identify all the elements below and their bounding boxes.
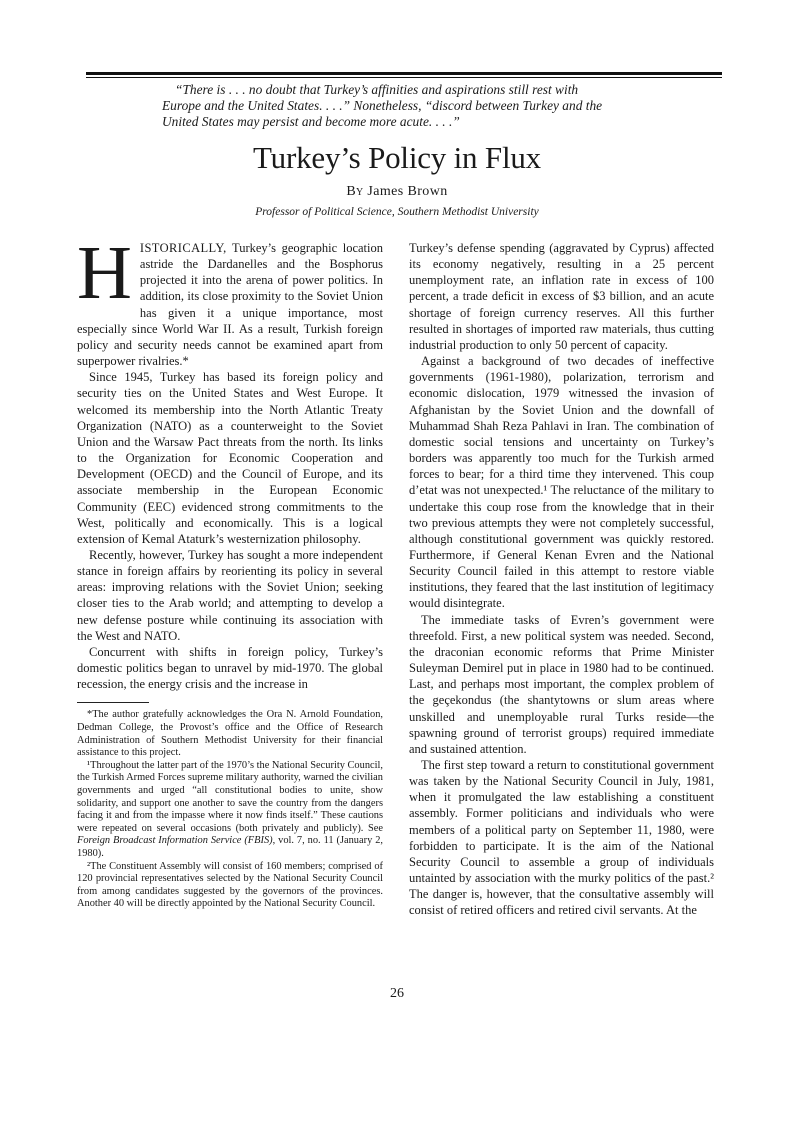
footnote: *The author gratefully acknowledges the Ora N. Arnold Foundation, Dedman College, the Provost’s office and the Office of Research Administration of Southern Methodist University for their financial assistance to this project. xyxy=(77,709,383,759)
footnote-tail: , vol. 7, no. 11 (January 2, 1980). xyxy=(77,835,383,859)
header-rule-thin xyxy=(86,77,722,78)
footnote-text: ¹Throughout the latter part of the 1970’s the National Security Council, the Turkish Armed Forces supreme military authority, warned the civilian governments and urged “all constitutional bodies to unite, show solidarity, and support one another to save the country from the dangers facing it and from the impasse where it now finds itself.” These cautions were repeated on several occasions (both privately and publicly). See xyxy=(77,759,384,834)
author-affiliation: Professor of Political Science, Southern Methodist University xyxy=(255,206,539,218)
paragraph-text: Turkey’s geographic location astride the Dardanelles and the Bosphorus projected it into the arena of power politics. In addition, its close proximity to the Soviet Union has given it a unique importance, most especially since World War II. As a result, Turkish foreign policy and security needs cannot be examined apart from superpower rivalries.* xyxy=(77,241,383,369)
left-column xyxy=(77,231,384,911)
lead-word: ISTORICALLY, xyxy=(139,241,227,255)
byline-prefix: By xyxy=(346,184,364,199)
paragraph: The immediate tasks of Evren’s government were threefold. First, a new political system was needed. Second, the draconian economic reforms that Prime Minister Suleyman Demirel put in place in 1980 had to be continued. Last, and perhaps most important, the complex problem of the geçekondus (the shantytowns or slum areas where unskilled and unemployable rural Turks reside—the spawning ground of terrorist groups) required immediate and sustained attention. xyxy=(409,612,714,756)
paragraph: Recently, however, Turkey has sought a more independent stance in foreign affairs by reorienting its policy in several areas: improving relations with the Soviet Union; seeking closer ties to the Arab world; and attempting to develop a new defense posture while continuing its association with the West and NATO. xyxy=(77,547,383,643)
footnote-source: Foreign Broadcast Information Service (FBIS) xyxy=(77,835,273,847)
paragraph xyxy=(77,231,383,369)
pull-quote-line: United States may persist and become more acute. . . .” xyxy=(162,114,460,129)
paragraph: Since 1945, Turkey has based its foreign policy and security ties on the United States and West Europe. It welcomed its membership into the North Atlantic Treaty Organization (NATO) as a counterweight to the Soviet Union and the Warsaw Pact threats from the north. Its links to the Organization for Economic Cooperation and Development (OECD) and the Council of Europe, and its associate membership in the European Economic Community (EEC) evidenced strong commitments to the West, politically and economically. This is a logical extension of Kemal Ataturk’s westernization philosophy. xyxy=(77,370,383,546)
pull-quote-line: “There is . . . no doubt that Turkey’s affinities and aspirations still rest with xyxy=(175,82,579,97)
article-title: Turkey’s Policy in Flux xyxy=(253,140,541,175)
footnotes xyxy=(77,709,383,911)
paragraph: Concurrent with shifts in foreign policy, Turkey’s domestic politics began to unravel by mid-1970. The global recession, the energy crisis and the increase in xyxy=(77,644,383,692)
paragraph: Turkey’s defense spending (aggravated by Cyprus) affected its economy negatively, resulting in a 25 percent unemployment rate, an inflation rate in excess of 100 percent, a trade deficit in excess of $3 billion, and an acute shortage of foreign currency reserves. All this further resulted in shortages of imported raw materials, thus cutting industrial production to only 50 percent of capacity. xyxy=(409,241,714,352)
paragraph: The first step toward a return to constitutional government was taken by the National Security Council in July, 1981, when it promulgated the law establishing a constituent assembly. Former politicians and individuals who were members of a political party on September 11, 1980, were forbidden to participate. It is the aim of the National Security Council to assemble a group of individuals untainted by association with the murky politics of the past.² The danger is, however, that the consultative assembly will consist of retired officers and retired civil servants. At the xyxy=(409,758,714,918)
pull-quote-line: Europe and the United States. . . .” Nonetheless, “discord between Turkey and the xyxy=(162,98,603,113)
paragraph: Against a background of two decades of ineffective governments (1961-1980), polarization, terrorism and economic dislocation, 1979 witnessed the invasion of Afghanistan by the Soviet Union and the downfall of Muhammad Shah Reza Pahlavi in Iran. The combination of domestic social tensions and uncertainty on Turkey’s borders was apparently too much for the Turkish armed forces to bear; for a third time they intervened. This coup d’etat was not unexpected.¹ The reluctance of the military to undertake this coup rose from the knowledge that in their two previous attempts they were not completely successful, although constitutional government was quickly restored. Furthermore, if General Kenan Evren and the National Security Council failed in this attempt to restore viable institutions, they feared that the last institution of legitimacy would disintegrate. xyxy=(409,354,714,611)
footnote xyxy=(77,760,383,861)
pull-quote xyxy=(162,82,640,130)
author-name: James Brown xyxy=(367,184,448,199)
byline xyxy=(0,184,794,200)
drop-cap: H xyxy=(77,231,132,315)
header-rule-thick xyxy=(86,72,722,75)
footnote: ²The Constituent Assembly will consist of 160 members; comprised of 120 provincial representatives selected by the National Security Council from among candidates suggested by the governors of the provinces. Another 40 will be directly appointed by the National Security Council. xyxy=(77,860,383,910)
page-number: 26 xyxy=(390,986,404,1001)
right-column xyxy=(409,240,714,919)
footnote-rule xyxy=(77,702,149,703)
